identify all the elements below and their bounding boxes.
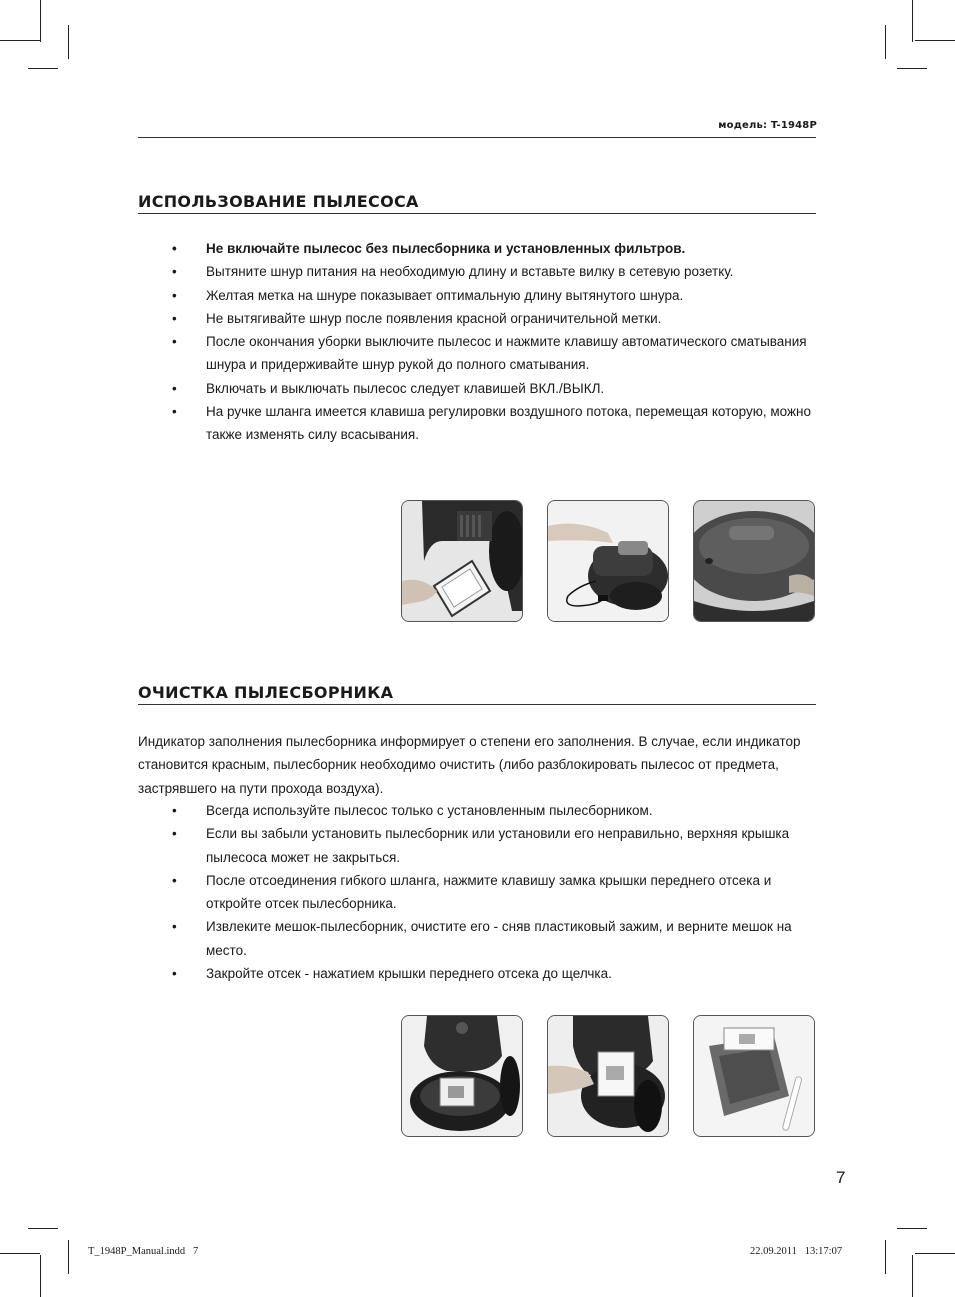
list-item: • Желтая метка на шнуре показывает оптимальную длину вытянутого шнура. <box>172 287 684 303</box>
list-item: • Не включайте пылесос без пылесборника и установленных фильтров. <box>172 241 686 256</box>
header-divider <box>138 137 816 138</box>
list-item: • Извлеките мешок-пылесборник, очистите его - сняв пластиковый зажим, и верните мешок на место. <box>172 919 792 958</box>
photo-top-cover <box>693 500 815 622</box>
section-title-cleaning: ОЧИСТКА ПЫЛЕСБОРНИКА <box>138 683 816 705</box>
page-number: 7 <box>836 1168 846 1187</box>
list-item: • После окончания уборки выключите пылесос и нажмите клавишу автоматического сматывания шнура и придерживайте шнур рукой до полного сматывания. <box>172 334 807 373</box>
photo-bag-removal <box>547 1015 669 1137</box>
photo-open-compartment <box>401 1015 523 1137</box>
cleaning-bullet-list <box>138 799 816 985</box>
list-item: • Если вы забыли установить пылесборник или установили его неправильно, верхняя крышка пылесоса может не закрыться. <box>172 826 790 865</box>
list-item: • Закройте отсек - нажатием крышки переднего отсека до щелчка. <box>172 966 612 982</box>
usage-bullet-list <box>138 237 816 447</box>
cleaning-intro-paragraph: Индикатор заполнения пылесборника информирует о степени его заполнения. В случае, если индикатор становится красным, пылесборник необходимо очистить (либо разблокировать пылесос от предмета, застрявшего на пути прохода воздуха). <box>138 734 801 796</box>
list-item: • После отсоединения гибкого шланга, нажмите клавишу замка крышки переднего отсека и откройте отсек пылесборника. <box>172 872 772 912</box>
footer-timestamp: 22.09.2011 13:17:07 <box>750 1246 843 1257</box>
list-item: • Вытяните шнур питания на необходимую длину и вставьте вилку в сетевую розетку. <box>172 264 734 280</box>
photo-filter-removal <box>401 500 523 622</box>
list-item: • Не вытягивайте шнур после появления красной ограничительной метки. <box>172 310 662 326</box>
list-item: • Всегда используйте пылесос только с установленным пылесборником. <box>172 803 653 818</box>
model-label: модель: T-1948P <box>718 120 817 131</box>
list-item: • На ручке шланга имеется клавиша регулировки воздушного потока, перемещая которую, можно также изменять силу всасывания. <box>172 404 812 443</box>
section-title-usage: ИСПОЛЬЗОВАНИЕ ПЫЛЕСОСА <box>138 192 816 214</box>
photo-bag-clip <box>693 1015 815 1137</box>
photo-cord-plug <box>547 500 669 622</box>
footer-file-name: T_1948P_Manual.indd 7 <box>88 1246 199 1257</box>
list-item: • Включать и выключать пылесос следует клавишей ВКЛ./ВЫКЛ. <box>172 380 605 396</box>
